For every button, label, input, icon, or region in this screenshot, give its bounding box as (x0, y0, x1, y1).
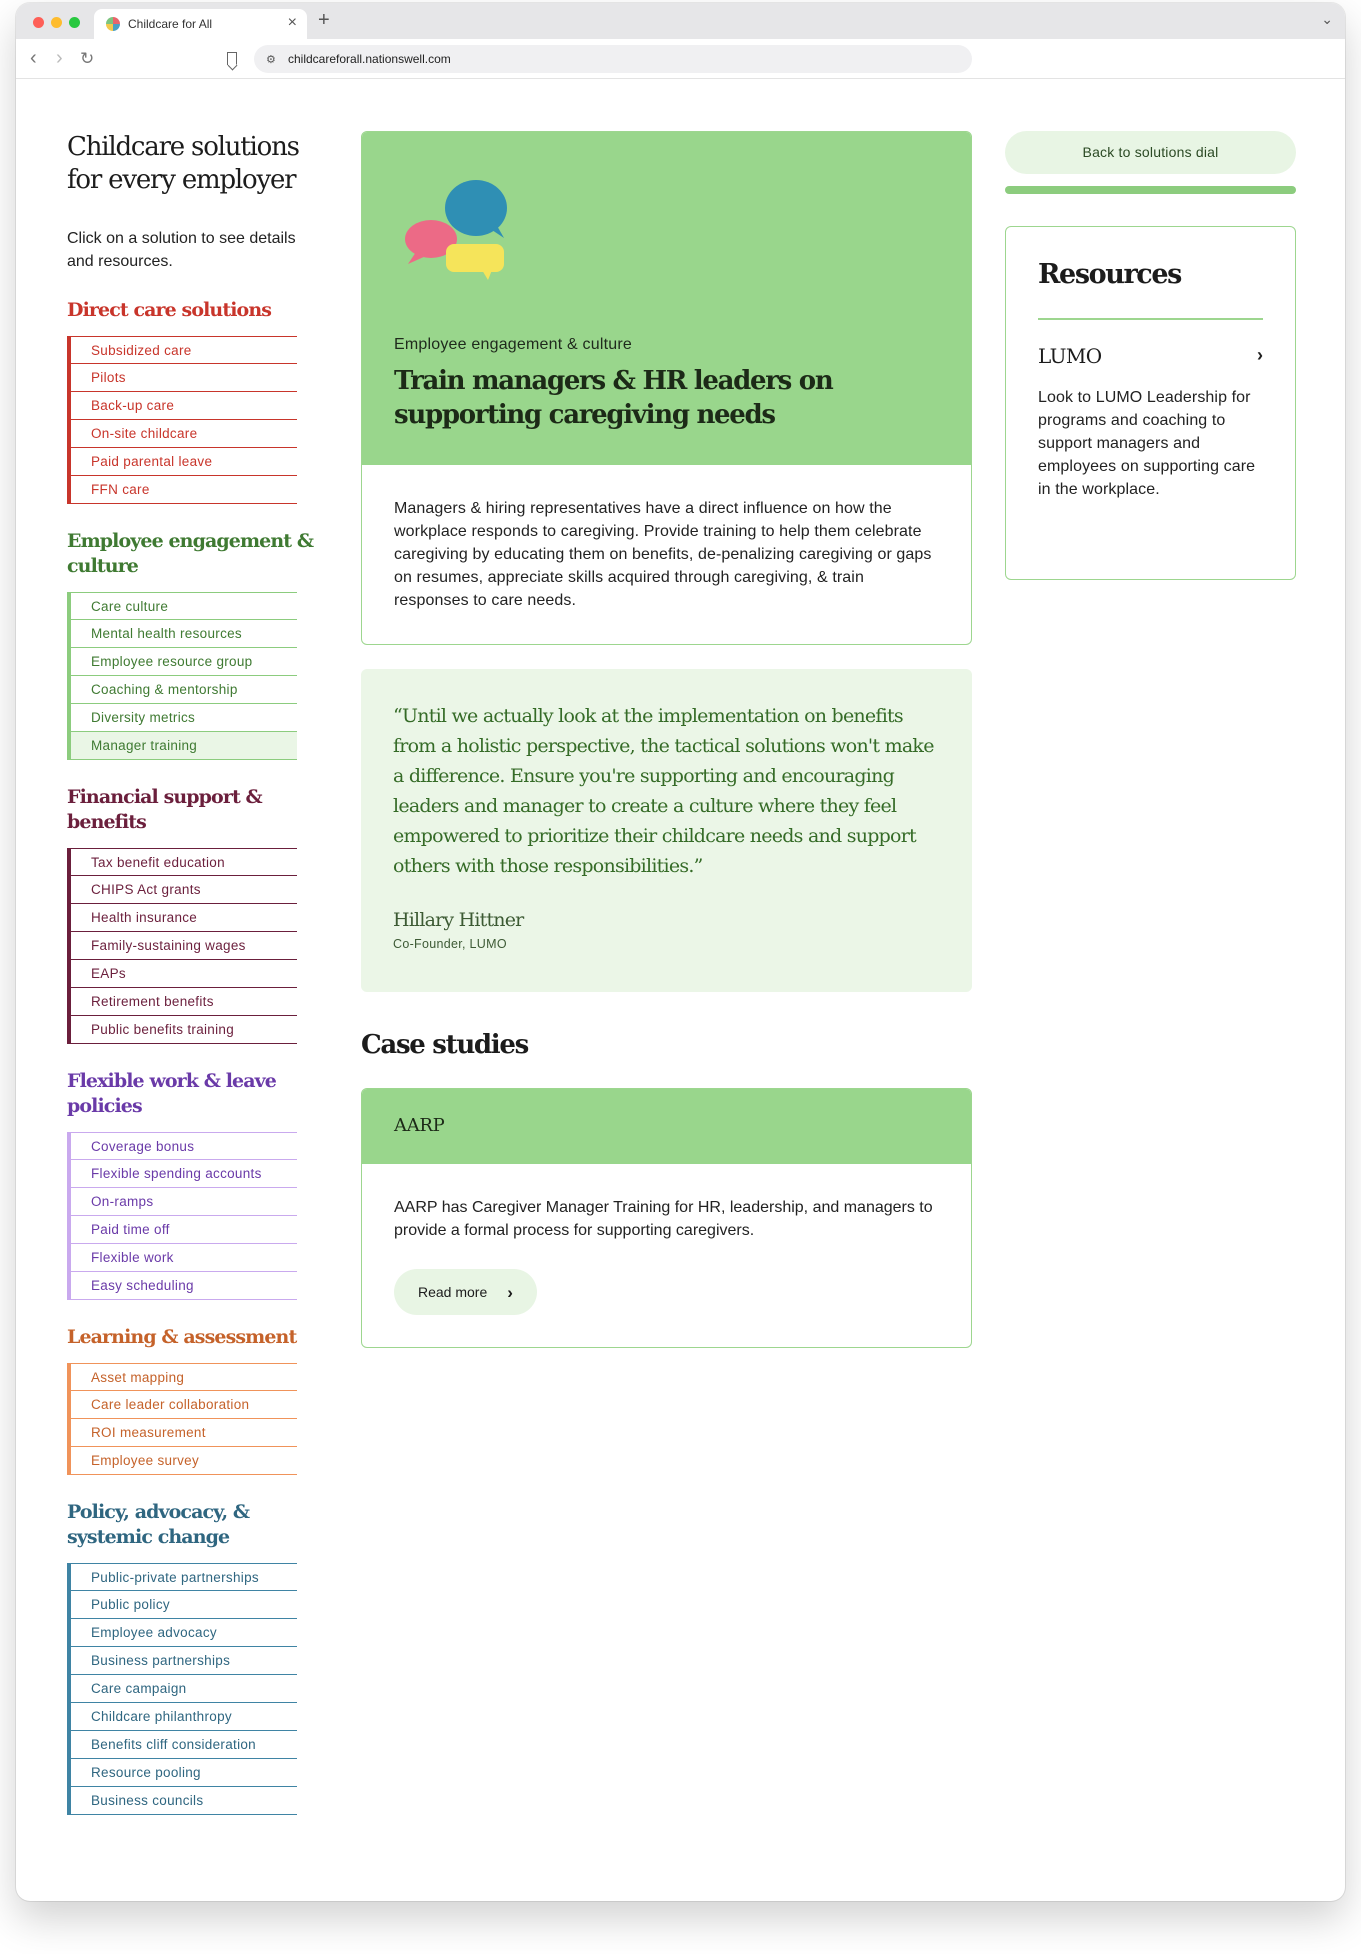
sidebar-item[interactable]: Pilots (71, 364, 297, 392)
sidebar-item[interactable]: ROI measurement (71, 1419, 297, 1447)
browser-window (16, 3, 1345, 1901)
sidebar-item[interactable]: Public-private partnerships (71, 1563, 297, 1591)
sidebar-item[interactable]: Flexible spending accounts (71, 1160, 297, 1188)
back-arrow-icon[interactable]: ‹ (30, 47, 37, 69)
category-section (67, 785, 317, 1044)
sidebar-item[interactable]: Employee advocacy (71, 1619, 297, 1647)
url-text[interactable]: childcareforall.nationswell.com (288, 52, 451, 66)
resources-card (1005, 226, 1296, 580)
resource-link[interactable] (1038, 344, 1263, 368)
sidebar-item[interactable]: Public policy (71, 1591, 297, 1619)
right-panel (1005, 131, 1296, 580)
tab-close-icon[interactable]: × (287, 14, 297, 31)
solution-title: Train managers & HR leaders on supporting caregiving needs (394, 366, 833, 430)
quote-card (361, 669, 972, 992)
browser-tab[interactable] (94, 9, 307, 39)
speech-bubbles-icon (404, 178, 514, 288)
category-section (67, 1325, 317, 1475)
sidebar-item[interactable]: Flexible work (71, 1244, 297, 1272)
sidebar-item[interactable]: Manager training (71, 732, 297, 760)
category-items (67, 848, 297, 1044)
bookmark-icon[interactable] (227, 52, 237, 65)
sidebar-item[interactable]: Paid time off (71, 1216, 297, 1244)
tab-title: Childcare for All (128, 17, 213, 31)
category-title: Learning & assessment (67, 1326, 297, 1348)
quote-author: Hillary Hittner (393, 909, 524, 931)
chevron-down-icon[interactable]: ⌄ (1321, 11, 1333, 27)
sidebar-item[interactable]: Resource pooling (71, 1759, 297, 1787)
forward-arrow-icon[interactable]: › (56, 47, 63, 69)
browser-toolbar (16, 39, 1345, 79)
category-section (67, 1069, 317, 1300)
category-items (67, 336, 297, 504)
category-title: Financial support & benefits (67, 786, 262, 833)
category-title: Flexible work & leave policies (67, 1070, 276, 1117)
solution-card (361, 131, 972, 645)
case-study-description: AARP has Caregiver Manager Training for HR, leadership, and managers to provide a formal process for supporting caregivers. (394, 1199, 933, 1239)
close-window-button[interactable] (33, 17, 44, 28)
maximize-window-button[interactable] (69, 17, 80, 28)
sidebar-item[interactable]: Business councils (71, 1787, 297, 1815)
category-title: Employee engagement & culture (67, 530, 314, 577)
case-study-card (361, 1088, 972, 1348)
sidebar-item[interactable]: Asset mapping (71, 1363, 297, 1391)
case-studies-heading: Case studies (361, 1030, 528, 1060)
category-title: Policy, advocacy, & systemic change (67, 1501, 250, 1548)
sidebar-item[interactable]: Easy scheduling (71, 1272, 297, 1300)
case-study-name: AARP (362, 1089, 971, 1164)
sidebar-item[interactable]: Childcare philanthropy (71, 1703, 297, 1731)
tab-bar (16, 3, 1345, 39)
sidebar-intro: Click on a solution to see details and resources. (67, 230, 296, 270)
category-items (67, 1132, 297, 1300)
sidebar-item[interactable]: FFN care (71, 476, 297, 504)
category-list (67, 298, 317, 1815)
favicon-icon (106, 17, 120, 31)
sidebar-item[interactable]: Mental health resources (71, 620, 297, 648)
category-items (67, 592, 297, 760)
main-content (361, 131, 972, 1348)
solutions-sidebar (67, 131, 317, 1815)
quote-text: “Until we actually look at the implementation on benefits from a holistic perspective, the tactical solutions won't make a difference. Ensure you're supporting and encouraging leaders and manager to create a culture where they feel empowered to prioritize their childcare needs and support others with those responsibilities.” (393, 705, 934, 877)
sidebar-item[interactable]: Paid parental leave (71, 448, 297, 476)
page-content (16, 79, 1345, 1901)
sidebar-item[interactable]: EAPs (71, 960, 297, 988)
sidebar-item[interactable]: Coverage bonus (71, 1132, 297, 1160)
sidebar-item[interactable]: CHIPS Act grants (71, 876, 297, 904)
resource-name: LUMO (1038, 343, 1102, 368)
sidebar-item[interactable]: Coaching & mentorship (71, 676, 297, 704)
solution-header (362, 132, 971, 465)
progress-bar (1005, 186, 1296, 194)
category-items (67, 1363, 297, 1475)
sidebar-title: Childcare solutions for every employer (67, 132, 299, 195)
site-settings-icon[interactable]: ⚙ (266, 54, 276, 66)
sidebar-item[interactable]: Employee survey (71, 1447, 297, 1475)
address-bar[interactable] (254, 45, 972, 73)
sidebar-item[interactable]: Back-up care (71, 392, 297, 420)
solution-description: Managers & hiring representatives have a direct influence on how the workplace responds to caregiving. Provide training to help them celebrate caregiving by educating them on benefits, de-penalizing caregiving or gaps on resumes, appreciate skills acquired through caregiving, & train responses to care needs. (394, 500, 932, 609)
category-section (67, 529, 317, 760)
chevron-right-icon: › (1257, 345, 1263, 365)
case-study-body (362, 1164, 971, 1347)
sidebar-item[interactable]: Health insurance (71, 904, 297, 932)
sidebar-item[interactable]: Family-sustaining wages (71, 932, 297, 960)
minimize-window-button[interactable] (51, 17, 62, 28)
new-tab-icon[interactable]: + (318, 9, 330, 31)
category-items (67, 1563, 297, 1815)
sidebar-item[interactable]: Care culture (71, 592, 297, 620)
chevron-right-icon: › (507, 1282, 513, 1302)
read-more-label: Read more (418, 1283, 488, 1300)
sidebar-item[interactable]: Retirement benefits (71, 988, 297, 1016)
sidebar-item[interactable]: Subsidized care (71, 336, 297, 364)
sidebar-item[interactable]: On-ramps (71, 1188, 297, 1216)
resource-description: Look to LUMO Leadership for programs and coaching to support managers and employees on supporting care in the workplace. (1038, 388, 1256, 498)
read-more-button[interactable] (394, 1269, 537, 1315)
category-section (67, 1500, 317, 1815)
sidebar-item[interactable]: On-site childcare (71, 420, 297, 448)
sidebar-item[interactable]: Benefits cliff consideration (71, 1731, 297, 1759)
quote-author-role: Co-Founder, LUMO (393, 937, 507, 951)
solution-category: Employee engagement & culture (394, 336, 632, 353)
sidebar-item[interactable]: Care leader collaboration (71, 1391, 297, 1419)
divider (1038, 318, 1263, 320)
sidebar-item[interactable]: Diversity metrics (71, 704, 297, 732)
category-title: Direct care solutions (67, 299, 272, 321)
sidebar-item[interactable]: Care campaign (71, 1675, 297, 1703)
sidebar-item[interactable]: Tax benefit education (71, 848, 297, 876)
reload-icon[interactable]: ↻ (80, 49, 95, 68)
back-to-dial-button[interactable]: Back to solutions dial (1005, 131, 1296, 174)
category-section (67, 298, 317, 504)
sidebar-item[interactable]: Employee resource group (71, 648, 297, 676)
resources-title: Resources (1038, 259, 1181, 290)
sidebar-item[interactable]: Business partnerships (71, 1647, 297, 1675)
sidebar-item[interactable]: Public benefits training (71, 1016, 297, 1044)
